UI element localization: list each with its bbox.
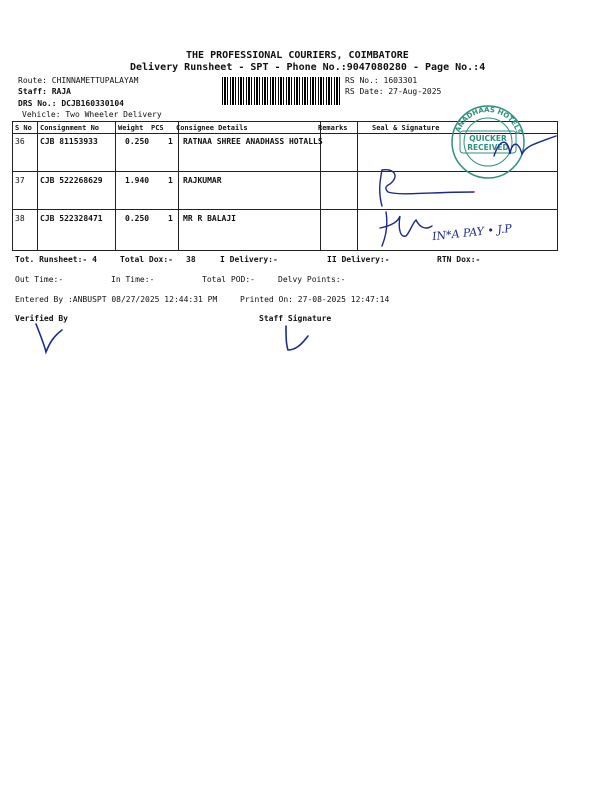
- row-consignee: RAJKUMAR: [183, 176, 222, 185]
- staff-label: Staff: RAJA: [18, 87, 71, 96]
- row-pcs: 1: [168, 176, 173, 185]
- row-consignment: CJB 81153933: [40, 137, 98, 146]
- row-sno: 36: [15, 137, 25, 146]
- row-consignee: RATNAA SHREE ANADHASS HOTALLS: [183, 137, 323, 146]
- runsheet-subtitle: Delivery Runsheet - SPT - Phone No.:9047080280 - Page No.:4: [130, 62, 486, 73]
- rs-date-label: RS Date: 27-Aug-2025: [345, 87, 442, 96]
- col-divider: [12, 121, 13, 250]
- verified-by-signature: [30, 320, 70, 356]
- row-pcs: 1: [168, 137, 173, 146]
- in-time-label: In Time:-: [111, 275, 155, 284]
- col-header-pcs: PCS: [151, 124, 164, 132]
- barcode: [222, 77, 342, 105]
- col-header-seal: Seal & Signature: [372, 124, 440, 132]
- total-dox-value: 38: [186, 255, 196, 264]
- entered-by: Entered By :ANBUSPT 08/27/2025 12:44:31 PM: [15, 295, 218, 304]
- col-divider: [37, 121, 38, 250]
- stamp-ring-text: ANADHAAS HOTELS: [453, 105, 523, 136]
- staff-signature-label: Staff Signature: [259, 314, 332, 323]
- out-time-label: Out Time:-: [15, 275, 64, 284]
- row-consignment: CJB 522328471: [40, 214, 103, 223]
- row-sno: 37: [15, 176, 25, 185]
- rs-no-label: RS No.: 1603301: [345, 76, 418, 85]
- staff-signature-mark: [278, 322, 318, 356]
- row-weight: 0.250: [125, 137, 150, 146]
- col-header-consignee: Consignee Details: [176, 124, 248, 132]
- signature-row37: [370, 166, 480, 212]
- company-title: THE PROFESSIONAL COURIERS, COIMBATORE: [186, 50, 409, 61]
- col-divider: [178, 121, 179, 250]
- col-divider: [115, 121, 116, 250]
- ii-delivery-label: II Delivery:-: [327, 255, 390, 264]
- verified-by-label: Verified By: [15, 314, 68, 323]
- col-header-remarks: Remarks: [318, 124, 348, 132]
- i-delivery-label: I Delivery:-: [220, 255, 278, 264]
- total-pod-label: Total POD:-: [202, 275, 255, 284]
- total-dox-label: Total Dox:-: [120, 255, 173, 264]
- row-pcs: 1: [168, 214, 173, 223]
- row-sno: 38: [15, 214, 25, 223]
- handwritten-note-row38: IN*A PAY • J.P: [431, 221, 513, 244]
- rtn-dox-label: RTN Dox:-: [437, 255, 481, 264]
- row-consignment: CJB 522268629: [40, 176, 103, 185]
- vehicle-label: Vehicle: Two Wheeler Delivery: [22, 110, 162, 119]
- tot-runsheet: Tot. Runsheet:- 4: [15, 255, 97, 264]
- col-header-weight: Weight: [118, 124, 144, 132]
- drs-label: DRS No.: DCJB160330104: [18, 99, 124, 108]
- col-header-sno: S No: [15, 124, 32, 132]
- stamp-center-line2: RECEIVED: [467, 143, 509, 152]
- table-bottom-border: [12, 250, 558, 251]
- route-label: Route: CHINNAMETTUPALAYAM: [18, 76, 139, 85]
- row-weight: 1.940: [125, 176, 150, 185]
- delvy-points-label: Delvy Points:-: [278, 275, 346, 284]
- stamp-center-line1: QUICKER: [469, 134, 507, 143]
- signature-row38: [376, 208, 436, 252]
- col-divider: [357, 121, 358, 250]
- signature-row36: [490, 128, 560, 164]
- col-header-consignment: Consignment No: [40, 124, 100, 132]
- printed-on: Printed On: 27-08-2025 12:47:14: [240, 295, 390, 304]
- row-consignee: MR R BALAJI: [183, 214, 236, 223]
- row-weight: 0.250: [125, 214, 150, 223]
